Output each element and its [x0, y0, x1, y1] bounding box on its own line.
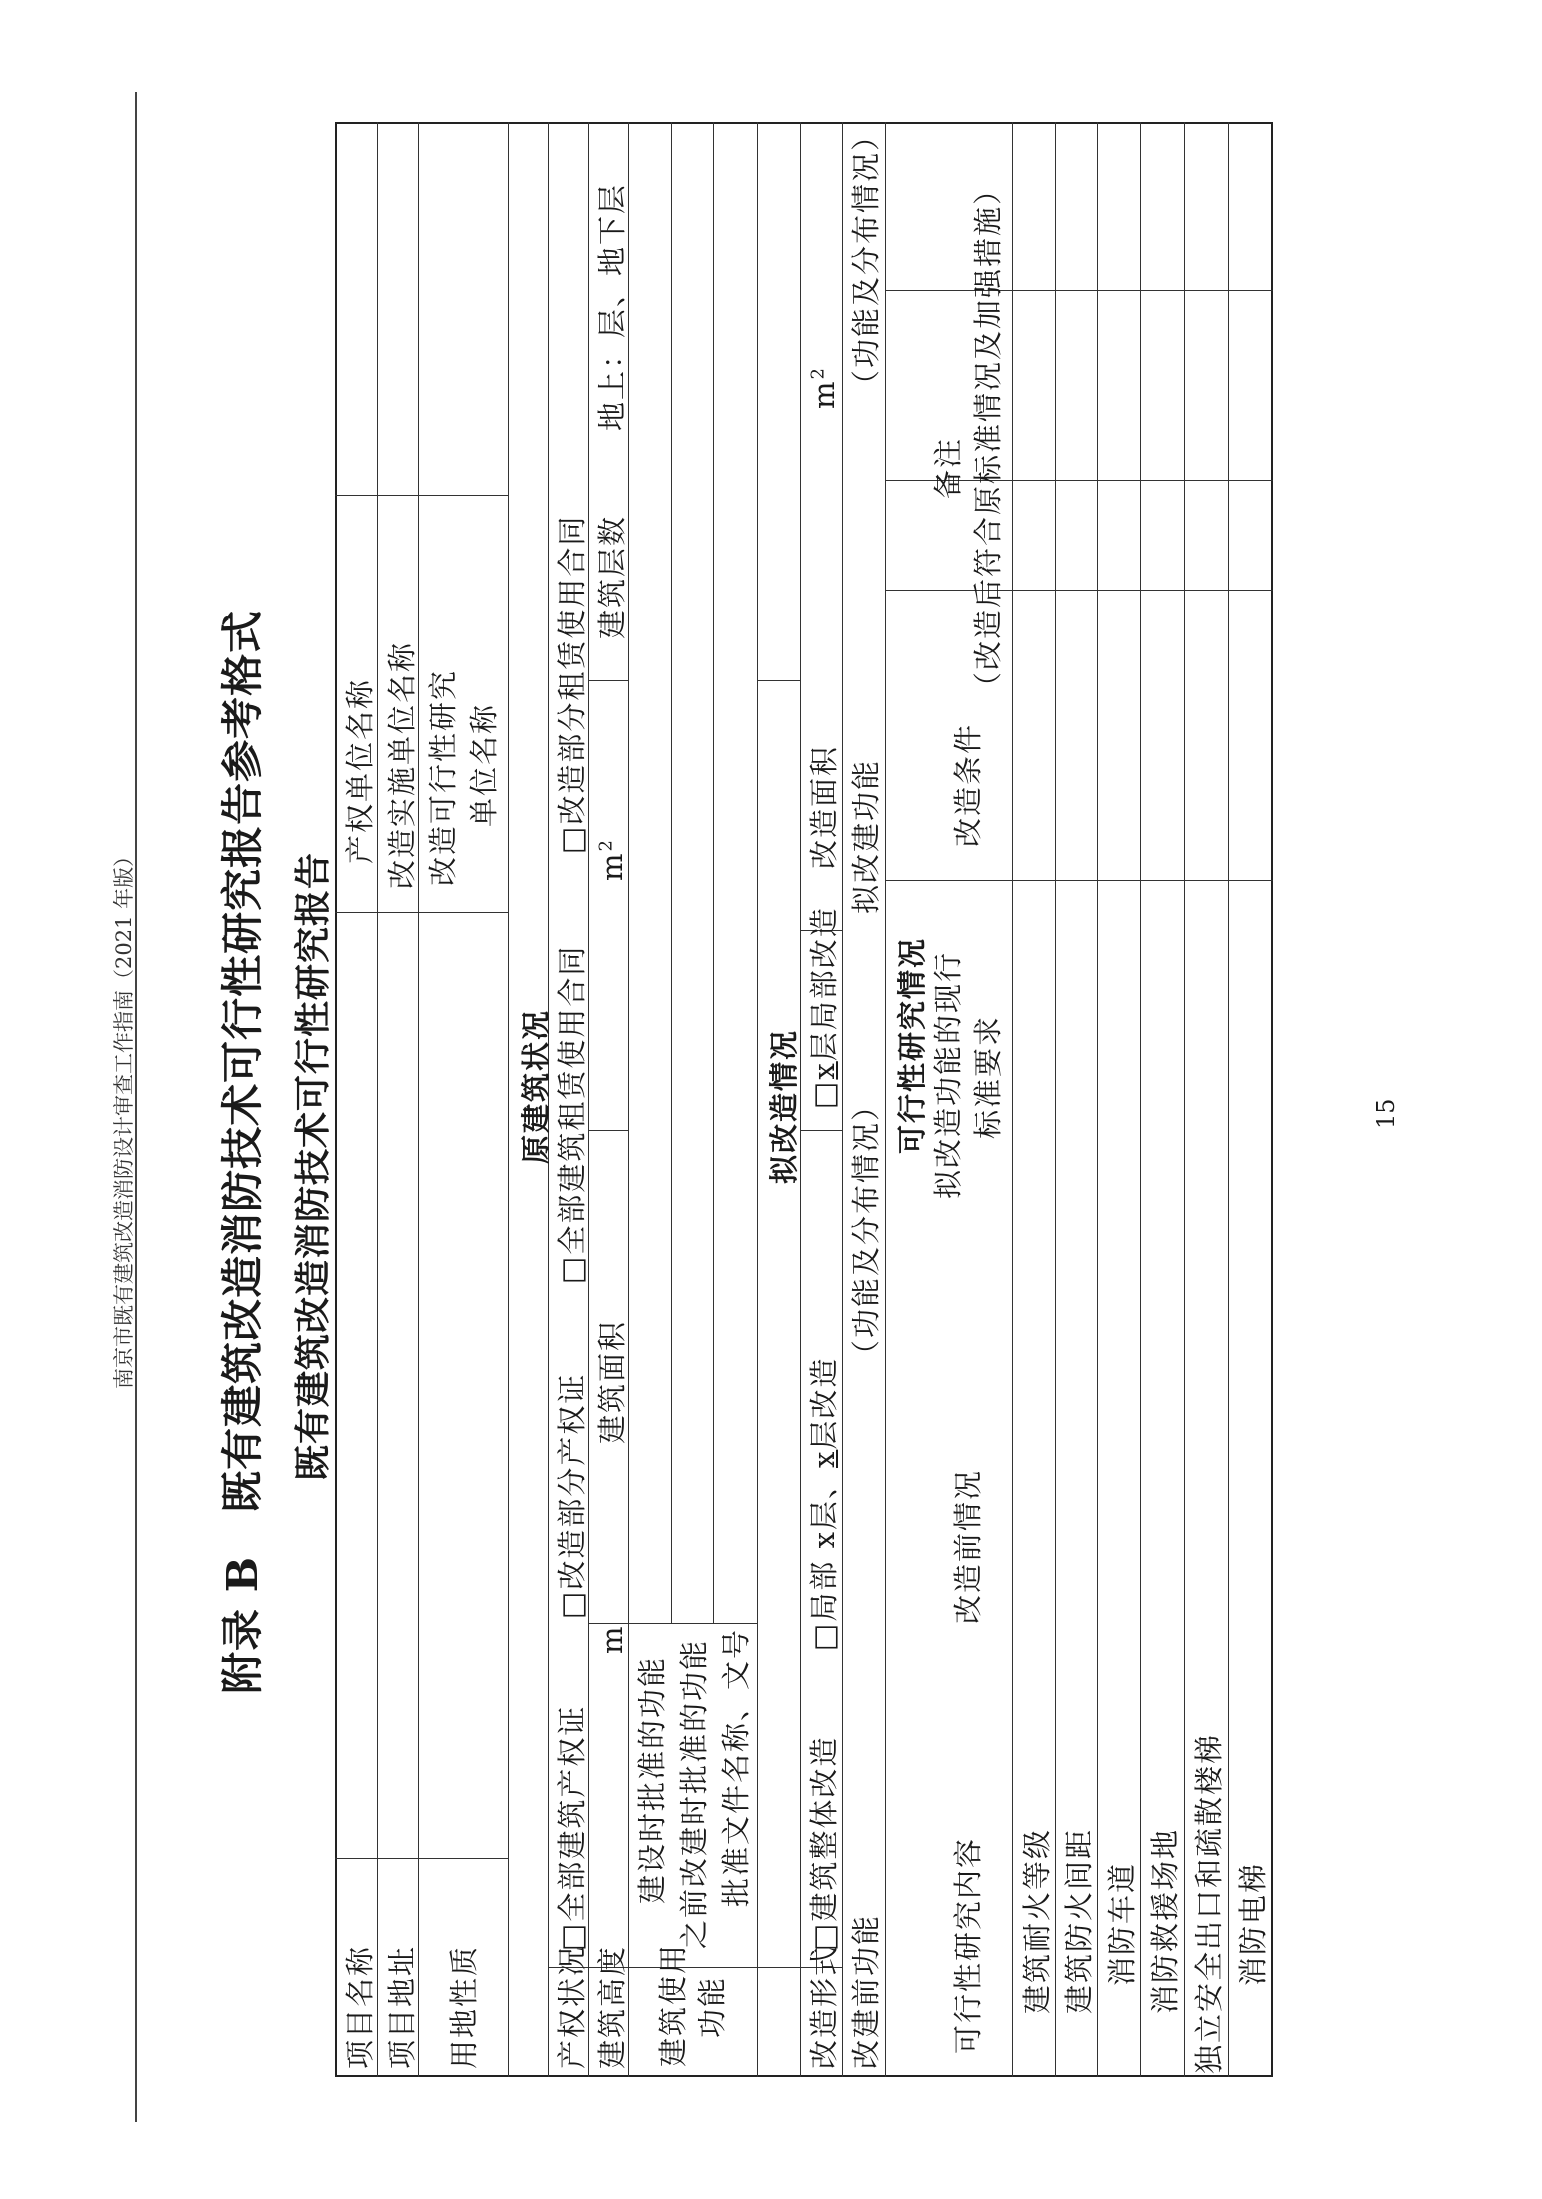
use-approved-previous-renovation: 之前改建时批准的功能	[677, 1638, 711, 1949]
building-area-label: 建筑面积	[595, 1319, 629, 1444]
renovation-option-whole: □建筑整体改造	[807, 1735, 841, 1951]
column-line	[885, 590, 1273, 591]
report-subtitle: 既有建筑改造消防技术可行性研究报告	[292, 851, 334, 1481]
renovation-area-label: 改造面积	[807, 744, 841, 869]
row-fire-elevator: 消防电梯	[1236, 1861, 1270, 1986]
feasibility-report-form	[335, 119, 1273, 2077]
running-header: 南京市既有建筑改造消防设计审查工作指南（2021 年版）	[112, 845, 136, 1389]
column-line	[588, 680, 628, 681]
property-option-partial-lease: □改造部分租赁使用合同	[555, 514, 589, 854]
section-planned-renovation: 拟改造情况	[767, 1028, 801, 1184]
height-unit: m	[595, 1624, 629, 1654]
section-feasibility-study: 可行性研究情况	[895, 936, 929, 1154]
building-use-label-line2: 功能	[695, 1975, 729, 2038]
project-name-label: 项目名称	[343, 1944, 377, 2069]
row-line	[377, 122, 378, 2077]
row-fire-truck-lane: 消防车道	[1105, 1861, 1139, 1986]
row-line	[713, 122, 714, 1624]
column-line	[335, 1858, 508, 1859]
renovation-option-partial-floors: □局部 x层、x层改造	[807, 1356, 841, 1651]
row-line	[671, 122, 672, 1624]
row-line	[1097, 122, 1098, 2077]
property-status-label: 产权状况	[555, 1944, 589, 2069]
row-line	[418, 122, 419, 2077]
column-line	[335, 495, 508, 496]
row-line	[1140, 122, 1141, 2077]
planned-function-label: 拟改建功能	[849, 758, 883, 914]
floor-count-label: 建筑层数	[595, 514, 629, 639]
pre-renovation-function-label: 改建前功能	[849, 1913, 883, 2069]
page-number: 15	[1372, 1098, 1400, 1129]
building-height-label: 建筑高度	[595, 1944, 629, 2069]
row-fire-resistance-rating: 建筑耐火等级	[1020, 1827, 1054, 2014]
column-line	[800, 1130, 842, 1131]
column-line	[335, 912, 508, 913]
section-original-building: 原建筑状况	[519, 1008, 553, 1164]
renovation-form-label: 改造形式	[807, 1944, 841, 2069]
row-exits-and-stairs: 独立安全出口和疏散楼梯	[1192, 1732, 1226, 2074]
use-approved-at-construction: 建设时批准的功能	[635, 1655, 669, 1904]
column-line	[885, 290, 1273, 291]
property-option-full-cert: □全部建筑产权证	[555, 1704, 589, 1951]
row-line	[508, 122, 509, 2077]
renovation-area-unit: $m^2$	[807, 366, 841, 409]
row-line	[1055, 122, 1056, 2077]
row-fire-rescue-site: 消防救援场地	[1148, 1827, 1182, 2014]
column-line	[757, 680, 800, 681]
row-line	[1012, 122, 1013, 2077]
land-use-label: 用地性质	[447, 1944, 481, 2069]
col-standard-requirements-line2: 标准要求	[971, 1014, 1005, 1139]
col-study-content: 可行性研究内容	[951, 1836, 985, 2054]
project-address-label: 项目地址	[385, 1944, 419, 2069]
owner-name-label: 产权单位名称	[343, 677, 377, 864]
row-line	[757, 122, 758, 2077]
area-unit: $m^2$	[595, 838, 629, 881]
property-option-partial-cert: □改造部分产权证	[555, 1372, 589, 1619]
header-rule	[135, 92, 137, 2122]
col-remarks: 备注	[931, 436, 965, 499]
col-remarks-detail: （改造后符合原标准情况及加强措施）	[971, 173, 1005, 701]
col-renovation-conditions: 改造条件	[951, 722, 985, 847]
renovation-option-floor-local: □x层局部改造	[807, 906, 841, 1109]
row-line	[1228, 122, 1229, 2077]
column-line	[588, 1130, 628, 1131]
planned-function-distribution-hint: （功能及分布情况）	[849, 119, 883, 399]
col-pre-renovation-status: 改造前情况	[951, 1468, 985, 1624]
pre-function-distribution-hint: （功能及分布情况）	[849, 1089, 883, 1369]
column-line	[885, 880, 1273, 881]
building-use-label-line1: 建筑使用	[656, 1942, 690, 2067]
floor-count-value: 地上：层、地下层	[595, 182, 629, 431]
appendix-title: 附录 B 既有建筑改造消防技术可行性研究报告参考格式	[218, 609, 267, 1694]
col-standard-requirements-line1: 拟改造功能的现行	[931, 950, 965, 1199]
row-fire-separation-distance: 建筑防火间距	[1062, 1827, 1096, 2014]
approval-document-name-number: 批准文件名称、文号	[719, 1627, 753, 1907]
row-line	[885, 122, 886, 2077]
implementation-unit-label: 改造实施单位名称	[385, 640, 419, 889]
study-unit-label-line1: 改造可行性研究	[426, 668, 460, 886]
row-line	[1184, 122, 1185, 2077]
property-option-full-lease: □全部建筑租赁使用合同	[555, 944, 589, 1284]
study-unit-label-line2: 单位名称	[467, 702, 501, 827]
